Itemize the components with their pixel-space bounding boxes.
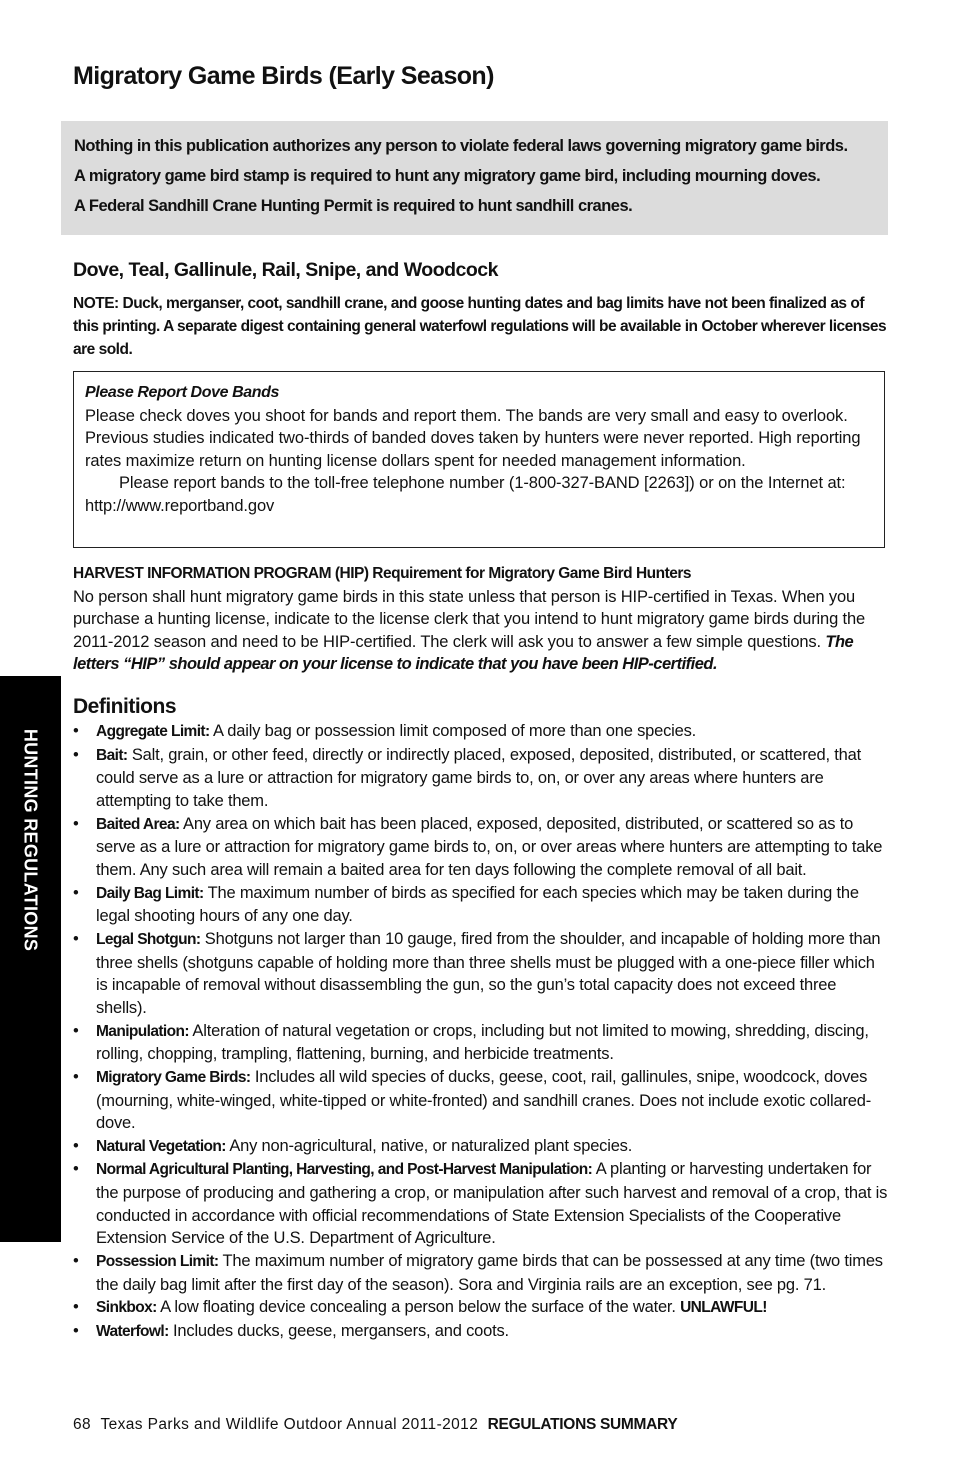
definition-term: Baited Area: — [96, 815, 180, 833]
side-tab-label: HUNTING REGULATIONS — [20, 728, 41, 952]
definition-text: The maximum number of birds as specified for each species which may be taken during the legal shooting hours of any one day. — [96, 883, 859, 926]
bullet-icon: • — [73, 1322, 79, 1341]
page-title: Migratory Game Birds (Early Season) — [73, 62, 494, 90]
definition-term: Daily Bag Limit: — [96, 884, 204, 902]
definition-item — [73, 1158, 888, 1250]
bullet-icon: • — [73, 722, 79, 740]
definition-term: Natural Vegetation: — [96, 1137, 226, 1155]
definition-text: A planting or harvesting undertaken for the purpose of producing and gathering a crop, or manipulation after such harvest and removal of a crop, that is conducted in accordance with official recommendations of State Extension Specialists of the Cooperative Extension Service of the U.S. Department of Agriculture. — [96, 1160, 888, 1248]
hip-body: No person shall hunt migratory game birds in this state unless that person is HIP-certified in Texas. When you purchase a hunting license, indicate to the license clerk that you intend to hunt migratory game birds during the 2011-2012 season and need to be HIP-certified. The clerk will ask you to answer a few simple questions. — [73, 587, 866, 651]
hip-emphasis: The letters “HIP” should appear on your license to indicate that you have been HIP-certified. — [73, 632, 854, 674]
definition-item — [73, 1320, 888, 1344]
definition-term: Normal Agricultural Planting, Harvesting, and Post-Harvest Manipulation: — [96, 1161, 593, 1179]
definition-term: Manipulation: — [96, 1022, 189, 1040]
definition-item — [73, 1135, 888, 1159]
notice-line: A Federal Sandhill Crane Hunting Permit is required to hunt sandhill cranes. — [74, 197, 633, 215]
notice-line: Nothing in this publication authorizes any person to violate federal laws governing migratory game birds. — [74, 137, 848, 155]
definition-item — [73, 882, 888, 928]
definition-text: Any non-agricultural, native, or naturalized plant species. — [229, 1136, 633, 1155]
definition-item — [73, 813, 888, 882]
definition-item — [73, 1066, 888, 1135]
hip-heading: HARVEST INFORMATION PROGRAM (HIP) Requirement for Migratory Game Bird Hunters — [73, 565, 692, 582]
bullet-icon: • — [73, 745, 79, 764]
section-title: REGULATIONS SUMMARY — [487, 1416, 678, 1433]
page-number: 68 — [73, 1416, 92, 1433]
definition-item — [73, 720, 888, 744]
definition-term: Bait: — [96, 746, 128, 764]
dove-bands-paragraph: Please check doves you shoot for bands and report them. The bands are very small and easy to overlook. Previous studies indicated two-thirds of banded doves taken by hunters were never reported. High reporting rates maximize return on hunting license dollars spent for needed management information. — [85, 406, 861, 470]
bullet-icon: • — [73, 1252, 79, 1271]
definition-emphasis: UNLAWFUL! — [680, 1299, 767, 1317]
definition-text: Salt, grain, or other feed, directly or indirectly placed, exposed, deposited, distributed, or scattered, that could serve as a lure or attraction for migratory game birds to, on, or over any areas where hunters are attempting to take them. — [96, 745, 862, 810]
definition-text: Alteration of natural vegetation or crops, including but not limited to mowing, shredding, discing, rolling, chopping, trampling, flattening, burning, and herbicide treatments. — [96, 1021, 869, 1064]
bullet-icon: • — [73, 1067, 79, 1086]
definition-term: Aggregate Limit: — [96, 723, 210, 740]
definition-term: Waterfowl: — [96, 1323, 169, 1341]
bullet-icon: • — [73, 1160, 79, 1179]
federal-notice-box — [61, 121, 888, 235]
definition-term: Sinkbox: — [96, 1299, 157, 1317]
bullet-icon: • — [73, 814, 79, 833]
definition-text: Shotguns not larger than 10 gauge, fired from the shoulder, and incapable of holding more than three shells (shotguns capable of holding more than three shells must be plugged with a one-piece filler which is incapable of removal without disassembling the gun, so the gun’s total capacity does not exceed three shells). — [96, 929, 881, 1017]
page-footer — [73, 1416, 677, 1434]
bullet-icon: • — [73, 1021, 79, 1040]
definition-text: A low floating device concealing a person below the surface of the water. — [160, 1298, 681, 1317]
definition-item — [73, 1250, 888, 1296]
dove-bands-report-paragraph: Please report bands to the toll-free telephone number (1-800-327-BAND [2263]) or on the Internet at: http://www.reportband.gov — [85, 474, 846, 515]
definition-item — [73, 744, 888, 813]
bullet-icon: • — [73, 1298, 79, 1317]
bullet-icon: • — [73, 883, 79, 902]
definition-text: The maximum number of migratory game birds that can be possessed at any time (two times the daily bag limit after the first day of the season). Sora and Virginia rails are an exception, see pg. 71. — [96, 1252, 883, 1294]
bullet-icon: • — [73, 1136, 79, 1155]
definition-item — [73, 1020, 888, 1066]
definition-item — [73, 928, 888, 1020]
definition-term: Possession Limit: — [96, 1253, 219, 1271]
bullet-icon: • — [73, 929, 79, 948]
definition-term: Legal Shotgun: — [96, 930, 201, 948]
definition-item — [73, 1296, 888, 1320]
definitions-heading: Definitions — [73, 695, 176, 718]
publication-title: Texas Parks and Wildlife Outdoor Annual 2011-2012 — [100, 1416, 479, 1433]
definition-text: Any area on which bait has been placed, exposed, deposited, distributed, or scattered so as to serve as a lure or attraction for migratory game birds to, on, or over areas where hunters are attempting to take them. Any such area will remain a baited area for ten days following the complete removal of all bait. — [96, 814, 883, 879]
hip-section — [73, 563, 888, 676]
definition-text: Includes all wild species of ducks, geese, coot, rail, gallinules, snipe, woodcock, doves (mourning, white-winged, white-tipped or white-fronted) and sandhill cranes. Does not include exotic collared-dove. — [96, 1067, 871, 1133]
definition-term: Migratory Game Birds: — [96, 1068, 251, 1086]
notice-line: A migratory game bird stamp is required to hunt any migratory game bird, including mourning doves. — [74, 167, 821, 185]
waterfowl-note: NOTE: Duck, merganser, coot, sandhill crane, and goose hunting dates and bag limits have not been finalized as of this printing. A separate digest containing general waterfowl regulations will be available in October wherever licenses are sold. — [73, 295, 887, 358]
definition-text: Includes ducks, geese, mergansers, and coots. — [173, 1322, 509, 1341]
definitions-list — [73, 720, 888, 1344]
dove-bands-box — [73, 371, 885, 548]
dove-bands-heading: Please Report Dove Bands — [85, 384, 280, 401]
definition-text: A daily bag or possession limit composed of more than one species. — [213, 722, 697, 740]
dove-section-heading: Dove, Teal, Gallinule, Rail, Snipe, and Woodcock — [73, 259, 498, 281]
